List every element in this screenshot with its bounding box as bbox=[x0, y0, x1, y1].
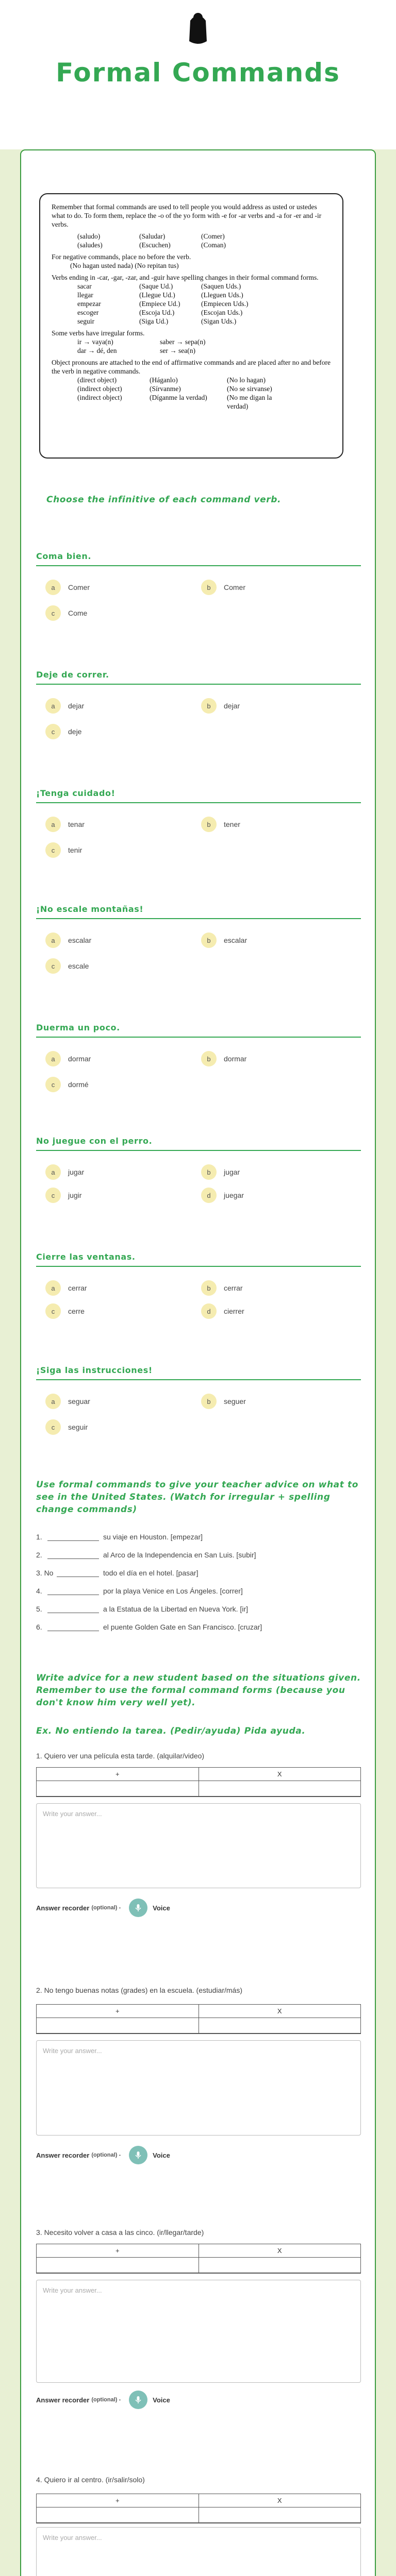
note-cell: (Empiece Ud.) bbox=[139, 300, 180, 308]
blank-input[interactable] bbox=[47, 1551, 99, 1559]
note-3-row bbox=[52, 282, 331, 291]
option-letter: b bbox=[201, 1164, 217, 1180]
table-cell[interactable] bbox=[199, 2507, 361, 2522]
option-letter: c bbox=[45, 1303, 61, 1319]
answer-textarea-4[interactable]: Write your answer... bbox=[36, 2527, 361, 2576]
blank-input[interactable] bbox=[57, 1569, 99, 1577]
item-number: 4. bbox=[36, 1587, 42, 1595]
column-header: X bbox=[199, 2494, 361, 2507]
option-2c[interactable] bbox=[45, 724, 81, 739]
note-3-row bbox=[52, 299, 331, 308]
answer-textarea-3[interactable]: Write your answer... bbox=[36, 2280, 361, 2383]
table-cell[interactable] bbox=[37, 1781, 199, 1796]
option-letter: a bbox=[45, 698, 61, 714]
recorder-label: Answer recorder bbox=[36, 1904, 90, 1912]
question-7-title: Cierre las ventanas. bbox=[36, 1252, 361, 1267]
column-header: + bbox=[115, 2007, 120, 2015]
option-2a[interactable] bbox=[45, 698, 84, 714]
voice-label: Voice bbox=[153, 2151, 170, 2159]
note-cell: (Siga Ud.) bbox=[139, 317, 169, 325]
item-text: a la Estatua de la Libertad en Nueva York. [ir] bbox=[103, 1605, 248, 1613]
option-6c[interactable] bbox=[45, 1188, 81, 1203]
option-label: tenir bbox=[68, 846, 82, 854]
column-header: X bbox=[199, 1768, 361, 1781]
note-4-row bbox=[52, 346, 331, 355]
recorder-optional: (optional) - bbox=[91, 1905, 121, 1911]
option-letter: c bbox=[45, 842, 61, 858]
option-1c[interactable] bbox=[45, 605, 87, 621]
option-5a[interactable] bbox=[45, 1051, 91, 1066]
option-label: seguar bbox=[68, 1397, 90, 1405]
advice-prompt-3: 3. Necesito volver a casa a las cinco. (ir/llegar/tarde) bbox=[36, 2228, 204, 2236]
question-3-title: ¡Tenga cuidado! bbox=[36, 788, 361, 803]
note-cell: (Háganlo) bbox=[150, 376, 178, 384]
note-cell: (No lo hagan) bbox=[227, 376, 266, 384]
note-cell: llegar bbox=[77, 291, 93, 299]
option-3c[interactable] bbox=[45, 842, 82, 858]
fill-section-title: Use formal commands to give your teacher advice on what to see in the United States. (Watch for irregular + spelling change commands) bbox=[36, 1480, 358, 1515]
option-7d[interactable] bbox=[201, 1303, 244, 1319]
item-number: 6. bbox=[36, 1623, 42, 1631]
option-label: escale bbox=[68, 962, 89, 970]
table-cell[interactable] bbox=[37, 2258, 199, 2273]
answer-recorder-3 bbox=[36, 2391, 170, 2409]
note-cell: (Escojan Uds.) bbox=[201, 309, 243, 316]
note-cell: (Lleguen Uds.) bbox=[201, 291, 243, 299]
note-cell: (Saquen Uds.) bbox=[201, 282, 241, 290]
note-4-row bbox=[52, 337, 331, 346]
note-cell: (Escuchen) bbox=[139, 241, 171, 249]
item-text: por la playa Venice en Los Ángeles. [correr] bbox=[103, 1587, 243, 1595]
note-3-row bbox=[52, 308, 331, 317]
option-label: deje bbox=[68, 727, 82, 736]
option-8b[interactable] bbox=[201, 1394, 246, 1409]
option-5c[interactable] bbox=[45, 1077, 89, 1092]
note-cell: (No se sirvanse) bbox=[227, 385, 272, 393]
note-cell: (Comer) bbox=[201, 232, 225, 240]
note-cell: sacar bbox=[77, 282, 92, 290]
option-letter: a bbox=[45, 933, 61, 948]
option-label: Comer bbox=[68, 583, 90, 591]
blank-input[interactable] bbox=[47, 1533, 99, 1541]
recorder-optional: (optional) - bbox=[91, 2397, 121, 2403]
option-label: jugar bbox=[68, 1168, 85, 1176]
note-3-row bbox=[52, 317, 331, 326]
note-cell: (saludo) bbox=[77, 232, 101, 240]
advice-prompt-2: 2. No tengo buenas notas (grades) en la escuela. (estudiar/más) bbox=[36, 1986, 243, 1994]
option-4c[interactable] bbox=[45, 958, 89, 974]
option-1b[interactable] bbox=[201, 580, 245, 595]
option-letter: b bbox=[201, 817, 217, 832]
note-2: For negative commands, place no before the verb. bbox=[52, 253, 191, 261]
option-label: escalar bbox=[224, 936, 248, 944]
question-1-title: Coma bien. bbox=[36, 551, 361, 566]
option-label: cerrar bbox=[224, 1284, 243, 1292]
option-6b[interactable] bbox=[201, 1164, 240, 1180]
option-3a[interactable] bbox=[45, 817, 85, 832]
option-label: jugar bbox=[224, 1168, 240, 1176]
note-cell: ir → vaya(n) bbox=[77, 338, 113, 346]
answer-recorder-2 bbox=[36, 2146, 170, 2164]
option-letter: c bbox=[45, 724, 61, 739]
note-4: Some verbs have irregular forms. bbox=[52, 329, 145, 337]
option-letter: c bbox=[45, 605, 61, 621]
answer-recorder-1 bbox=[36, 1899, 170, 1917]
option-label: cerre bbox=[68, 1307, 85, 1315]
note-5-row bbox=[52, 376, 331, 384]
note-1: Remember that formal commands are used to tell people you would address as usted or ustedes what to do. To form them, replace the -o of the yo form with -e for -ar verbs and -a for -er and -ir verbs. bbox=[52, 203, 322, 228]
table-cell[interactable] bbox=[37, 2018, 199, 2033]
option-label: dejar bbox=[224, 702, 240, 710]
column-header: + bbox=[115, 2497, 120, 2504]
option-4b[interactable] bbox=[201, 933, 247, 948]
blank-input[interactable] bbox=[47, 1587, 99, 1595]
option-label: tener bbox=[224, 820, 240, 828]
item-number: 3. No bbox=[36, 1569, 54, 1577]
note-cell: (Díganme la verdad) bbox=[150, 394, 207, 401]
question-5-title: Duerma un poco. bbox=[36, 1023, 361, 1038]
option-4a[interactable] bbox=[45, 933, 91, 948]
question-6-title: No juegue con el perro. bbox=[36, 1136, 361, 1151]
voice-label: Voice bbox=[153, 2396, 170, 2404]
advice-table-2[interactable] bbox=[36, 2004, 361, 2034]
option-label: dormar bbox=[68, 1055, 91, 1063]
fill-item-6 bbox=[36, 1623, 262, 1631]
column-header: + bbox=[115, 2247, 120, 2255]
option-label: jugir bbox=[68, 1191, 82, 1199]
recorder-optional: (optional) - bbox=[91, 2152, 121, 2158]
answer-textarea-1[interactable]: Write your answer... bbox=[36, 1803, 361, 1888]
item-number: 1. bbox=[36, 1533, 42, 1541]
table-cell[interactable] bbox=[199, 1781, 361, 1796]
table-cell[interactable] bbox=[37, 2507, 199, 2522]
option-7a[interactable] bbox=[45, 1280, 87, 1296]
fill-item-2 bbox=[36, 1551, 256, 1559]
note-cell: (Escoja Ud.) bbox=[139, 309, 175, 316]
advice-prompt-4: 4. Quiero ir al centro. (ir/salir/solo) bbox=[36, 2476, 145, 2484]
note-cell: seguir bbox=[77, 317, 94, 325]
option-letter: b bbox=[201, 1394, 217, 1409]
option-3b[interactable] bbox=[201, 817, 240, 832]
option-letter: c bbox=[45, 1077, 61, 1092]
fill-item-4 bbox=[36, 1587, 243, 1595]
advice-table-3[interactable] bbox=[36, 2244, 361, 2274]
note-cell: (Sírvanme) bbox=[150, 385, 181, 393]
note-cell: (Llegue Ud.) bbox=[139, 291, 175, 299]
table-cell[interactable] bbox=[199, 2258, 361, 2273]
option-6d[interactable] bbox=[201, 1188, 244, 1203]
note-3-row bbox=[52, 291, 331, 299]
advice-example: Ex. No entiendo la tarea. (Pedir/ayuda) Pida ayuda. bbox=[36, 1726, 306, 1736]
note-cell: saber → sepa(n) bbox=[160, 338, 206, 346]
item-text: todo el día en el hotel. [pasar] bbox=[103, 1569, 199, 1577]
option-label: Comer bbox=[224, 583, 246, 591]
note-cell: escoger bbox=[77, 309, 99, 316]
logo bbox=[185, 10, 211, 46]
option-label: seguir bbox=[68, 1423, 88, 1431]
option-7c[interactable] bbox=[45, 1303, 85, 1319]
option-letter: a bbox=[45, 1394, 61, 1409]
table-cell[interactable] bbox=[199, 2018, 361, 2033]
note-2-example: (No hagan usted nada) (No repitan tus) bbox=[70, 262, 179, 269]
option-label: cierrer bbox=[224, 1307, 244, 1315]
option-letter: a bbox=[45, 1280, 61, 1296]
column-header: X bbox=[199, 2005, 361, 2018]
grammar-notes bbox=[39, 193, 343, 459]
option-letter: a bbox=[45, 1164, 61, 1180]
recorder-label: Answer recorder bbox=[36, 2151, 90, 2159]
option-label: juegar bbox=[224, 1191, 244, 1199]
option-label: tenar bbox=[68, 820, 85, 828]
option-letter: b bbox=[201, 698, 217, 714]
microphone-icon[interactable] bbox=[129, 1899, 147, 1917]
recorder-label: Answer recorder bbox=[36, 2396, 90, 2404]
note-cell: (indirect object) bbox=[77, 385, 122, 393]
note-3: Verbs ending in -car, -gar, -zar, and -guir have spelling changes in their formal command forms. bbox=[52, 274, 319, 281]
option-letter: c bbox=[45, 1419, 61, 1435]
option-letter: b bbox=[201, 1051, 217, 1066]
item-text: su viaje en Houston. [empezar] bbox=[103, 1533, 203, 1541]
option-7b[interactable] bbox=[201, 1280, 243, 1296]
item-number: 2. bbox=[36, 1551, 42, 1559]
mc-section-title: Choose the infinitive of each command verb. bbox=[46, 495, 282, 505]
option-label: dejar bbox=[68, 702, 85, 710]
option-5b[interactable] bbox=[201, 1051, 246, 1066]
worksheet-card bbox=[20, 149, 376, 2576]
option-2b[interactable] bbox=[201, 698, 240, 714]
note-cell: empezar bbox=[77, 300, 101, 308]
column-header: X bbox=[199, 2244, 361, 2257]
note-cell: (Empiecen Uds.) bbox=[201, 300, 249, 308]
option-label: dormar bbox=[224, 1055, 247, 1063]
note-cell: (Coman) bbox=[201, 241, 226, 249]
microphone-icon[interactable] bbox=[129, 2391, 147, 2409]
option-letter: d bbox=[201, 1303, 217, 1319]
option-6a[interactable] bbox=[45, 1164, 84, 1180]
note-cell: (indirect object) bbox=[77, 394, 122, 401]
advice-section-title: Write advice for a new student based on the situations given. Remember to use the formal command forms (because you don't know him very well yet). bbox=[36, 1673, 361, 1708]
advice-prompt-1: 1. Quiero ver una película esta tarde. (alquilar/video) bbox=[36, 1752, 205, 1760]
page-title: Formal Commands bbox=[56, 58, 340, 88]
note-cell: (direct object) bbox=[77, 376, 117, 384]
fill-item-1 bbox=[36, 1533, 203, 1541]
option-letter: b bbox=[201, 580, 217, 595]
blank-input[interactable] bbox=[47, 1623, 99, 1631]
note-1-row-1 bbox=[52, 232, 331, 241]
option-8c[interactable] bbox=[45, 1419, 88, 1435]
option-label: seguer bbox=[224, 1397, 246, 1405]
advice-table-4[interactable] bbox=[36, 2494, 361, 2523]
question-8-title: ¡Siga las instrucciones! bbox=[36, 1365, 361, 1380]
option-letter: c bbox=[45, 1188, 61, 1203]
fill-item-5 bbox=[36, 1605, 248, 1613]
answer-textarea-2[interactable]: Write your answer... bbox=[36, 2040, 361, 2136]
item-text: el puente Golden Gate en San Francisco. [cruzar] bbox=[103, 1623, 262, 1631]
option-letter: a bbox=[45, 1051, 61, 1066]
option-label: cerrar bbox=[68, 1284, 87, 1292]
note-cell: (Saque Ud.) bbox=[139, 282, 173, 290]
column-header: + bbox=[115, 1770, 120, 1778]
note-cell: dar → dé, den bbox=[77, 347, 117, 354]
voice-label: Voice bbox=[153, 1904, 170, 1912]
item-text: al Arco de la Independencia en San Luis. [subir] bbox=[103, 1551, 256, 1559]
option-label: escalar bbox=[68, 936, 92, 944]
note-5: Object pronouns are attached to the end of affirmative commands and are placed after no and before the verb in negative commands. bbox=[52, 359, 331, 375]
note-cell: (Sigan Uds.) bbox=[201, 317, 237, 325]
note-cell: (No me digan la verdad) bbox=[227, 394, 272, 410]
option-letter: a bbox=[45, 580, 61, 595]
blank-input[interactable] bbox=[47, 1605, 99, 1613]
option-label: dormé bbox=[68, 1080, 89, 1089]
option-8a[interactable] bbox=[45, 1394, 90, 1409]
option-letter: a bbox=[45, 817, 61, 832]
option-1a[interactable] bbox=[45, 580, 90, 595]
fill-item-3 bbox=[36, 1569, 198, 1577]
option-letter: b bbox=[201, 933, 217, 948]
option-letter: c bbox=[45, 958, 61, 974]
option-letter: b bbox=[201, 1280, 217, 1296]
note-cell: (saludes) bbox=[77, 241, 103, 249]
question-4-title: ¡No escale montañas! bbox=[36, 904, 361, 919]
option-label: Come bbox=[68, 609, 88, 617]
option-letter: d bbox=[201, 1188, 217, 1203]
note-1-row-2 bbox=[52, 241, 331, 249]
question-2-title: Deje de correr. bbox=[36, 670, 361, 685]
note-5-row bbox=[52, 384, 331, 393]
microphone-icon[interactable] bbox=[129, 2146, 147, 2164]
note-5-row bbox=[52, 393, 331, 411]
note-cell: (Saludar) bbox=[139, 232, 166, 240]
note-cell: ser → sea(n) bbox=[160, 347, 195, 354]
item-number: 5. bbox=[36, 1605, 42, 1613]
advice-table-1[interactable] bbox=[36, 1767, 361, 1797]
